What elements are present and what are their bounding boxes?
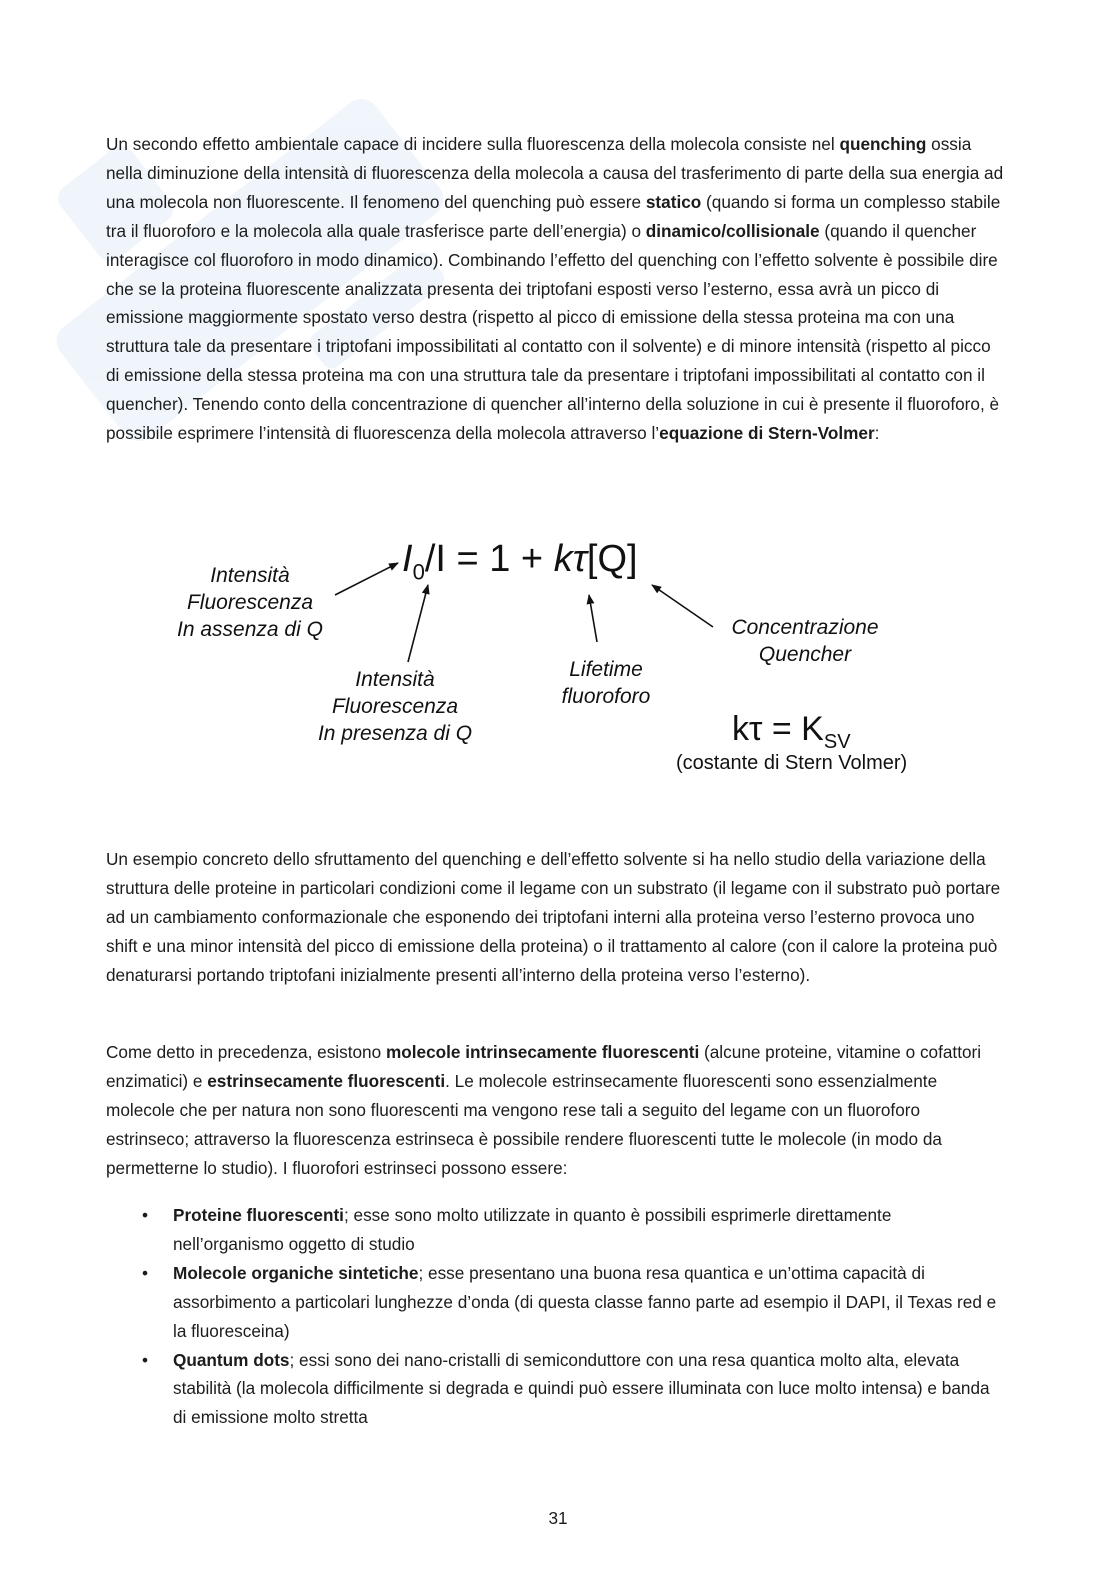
bullet-icon: • [142, 1205, 149, 1225]
label-quencher-concentration: Concentrazione Quencher [731, 616, 879, 666]
paragraph-example: Un esempio concreto dello sfruttamento del quenching e dell’effetto solvente si ha nello studio della variazione della struttura delle proteine in particolari condizioni come il legame con un substrato (il legame con il substrato può portare ad un cambiamento conformazionale che esponendo dei triptofani interni alla proteina verso l’esterno provoca uno shift e una minor intensità del picco di emissione della proteina) o il trattamento al calore (con il calore la proteina può denaturarsi portando triptofani inizialmente presenti all’interno della proteina verso l’esterno). [106, 849, 1001, 985]
paragraph-extrinsic: Come detto in precedenza, esistono molecole intrinsecamente fluorescenti (alcune proteine, vitamine o cofattori enzimatici) e estrinsecamente fluorescenti. Le molecole estrinsecamente fluorescenti sono essenzialmente molecole che per natura non sono fluorescenti ma vengono rese tali a seguito del legame con un fluoroforo estrinseco; attraverso la fluorescenza estrinseca è possibile rendere fluorescenti tutte le molecole (in modo da permetterne lo studio). I fluorofori estrinseci possono essere: [106, 1042, 982, 1178]
list-item: • Quantum dots; essi sono dei nano-cristalli di semiconduttore con una resa quantica molto alta, elevata stabilità (la molecola difficilmente si degrada e quindi può essere illuminata con luce molto intensa) e banda di emissione molto stretta [106, 1346, 1006, 1433]
list-item: • Proteine fluorescenti; esse sono molto utilizzate in quanto è possibili esprimerle direttamente nell’organismo oggetto di studio [106, 1201, 1006, 1259]
arrow-to-i0 [335, 563, 398, 595]
ksv-equation: $k\tau = K_{SV}$ [732, 710, 851, 753]
arrow-to-i [408, 585, 428, 662]
paragraph-quenching: Un secondo effetto ambientale capace di incidere sulla fluorescenza della molecola consiste nel quenching ossia nella diminuzione della intensità di fluorescenza della molecola a causa del trasferimento di parte della sua energia ad una molecola non fluorescente. Il fenomeno del quenching può essere statico (quando si forma un complesso stabile tra il fluoroforo e la molecola alla quale trasferisce parte dell’energia) o dinamico/collisionale (quando il quencher interagisce col fluoroforo in modo dinamico). Combinando l’effetto del quenching con l’effetto solvente è possibile dire che se la proteina fluorescente analizzata presenta dei triptofani esposti verso l’esterno, essa avrà un picco di emissione maggiormente spostato verso destra (rispetto al picco di emissione della stessa proteina ma con una struttura tale da presentare i triptofani impossibilitati al contatto con il solvente) e di minore intensità (rispetto al picco di emissione della stessa proteina ma con una struttura tale da presentare i triptofani impossibilitati al contatto con il quencher). Tenendo conto della concentrazione di quencher all’interno della soluzione in cui è presente il fluoroforo, è possibile esprimere l’intensità di fluorescenza della molecola attraverso l’equazione di Stern-Volmer: [106, 134, 1004, 444]
bullet-icon: • [142, 1349, 149, 1370]
fluorophore-list [106, 1201, 1006, 1432]
label-intensity-without-q: Intensità Fluorescenza In assenza di Q [177, 564, 323, 641]
arrow-to-tau [589, 595, 597, 642]
bullet-icon: • [142, 1262, 149, 1283]
page-number: 31 [548, 1508, 568, 1528]
label-intensity-with-q: Intensità Fluorescenza In presenza di Q [317, 668, 473, 745]
stern-volmer-equation: $I_0/I = 1 + k\tau[Q]$ [402, 538, 638, 585]
label-lifetime: Lifetime fluoroforo [561, 658, 651, 708]
stern-volmer-figure [170, 530, 960, 795]
list-item: • Molecole organiche sintetiche; esse presentano una buona resa quantica e un’ottima capacità di assorbimento a particolari lunghezze d’onda (di questa classe fanno parte ad esempio il DAPI, il Texas red e la fluoresceina) [106, 1259, 1006, 1346]
arrow-to-q [652, 585, 713, 627]
ksv-note: (costante di Stern Volmer) [676, 752, 908, 774]
